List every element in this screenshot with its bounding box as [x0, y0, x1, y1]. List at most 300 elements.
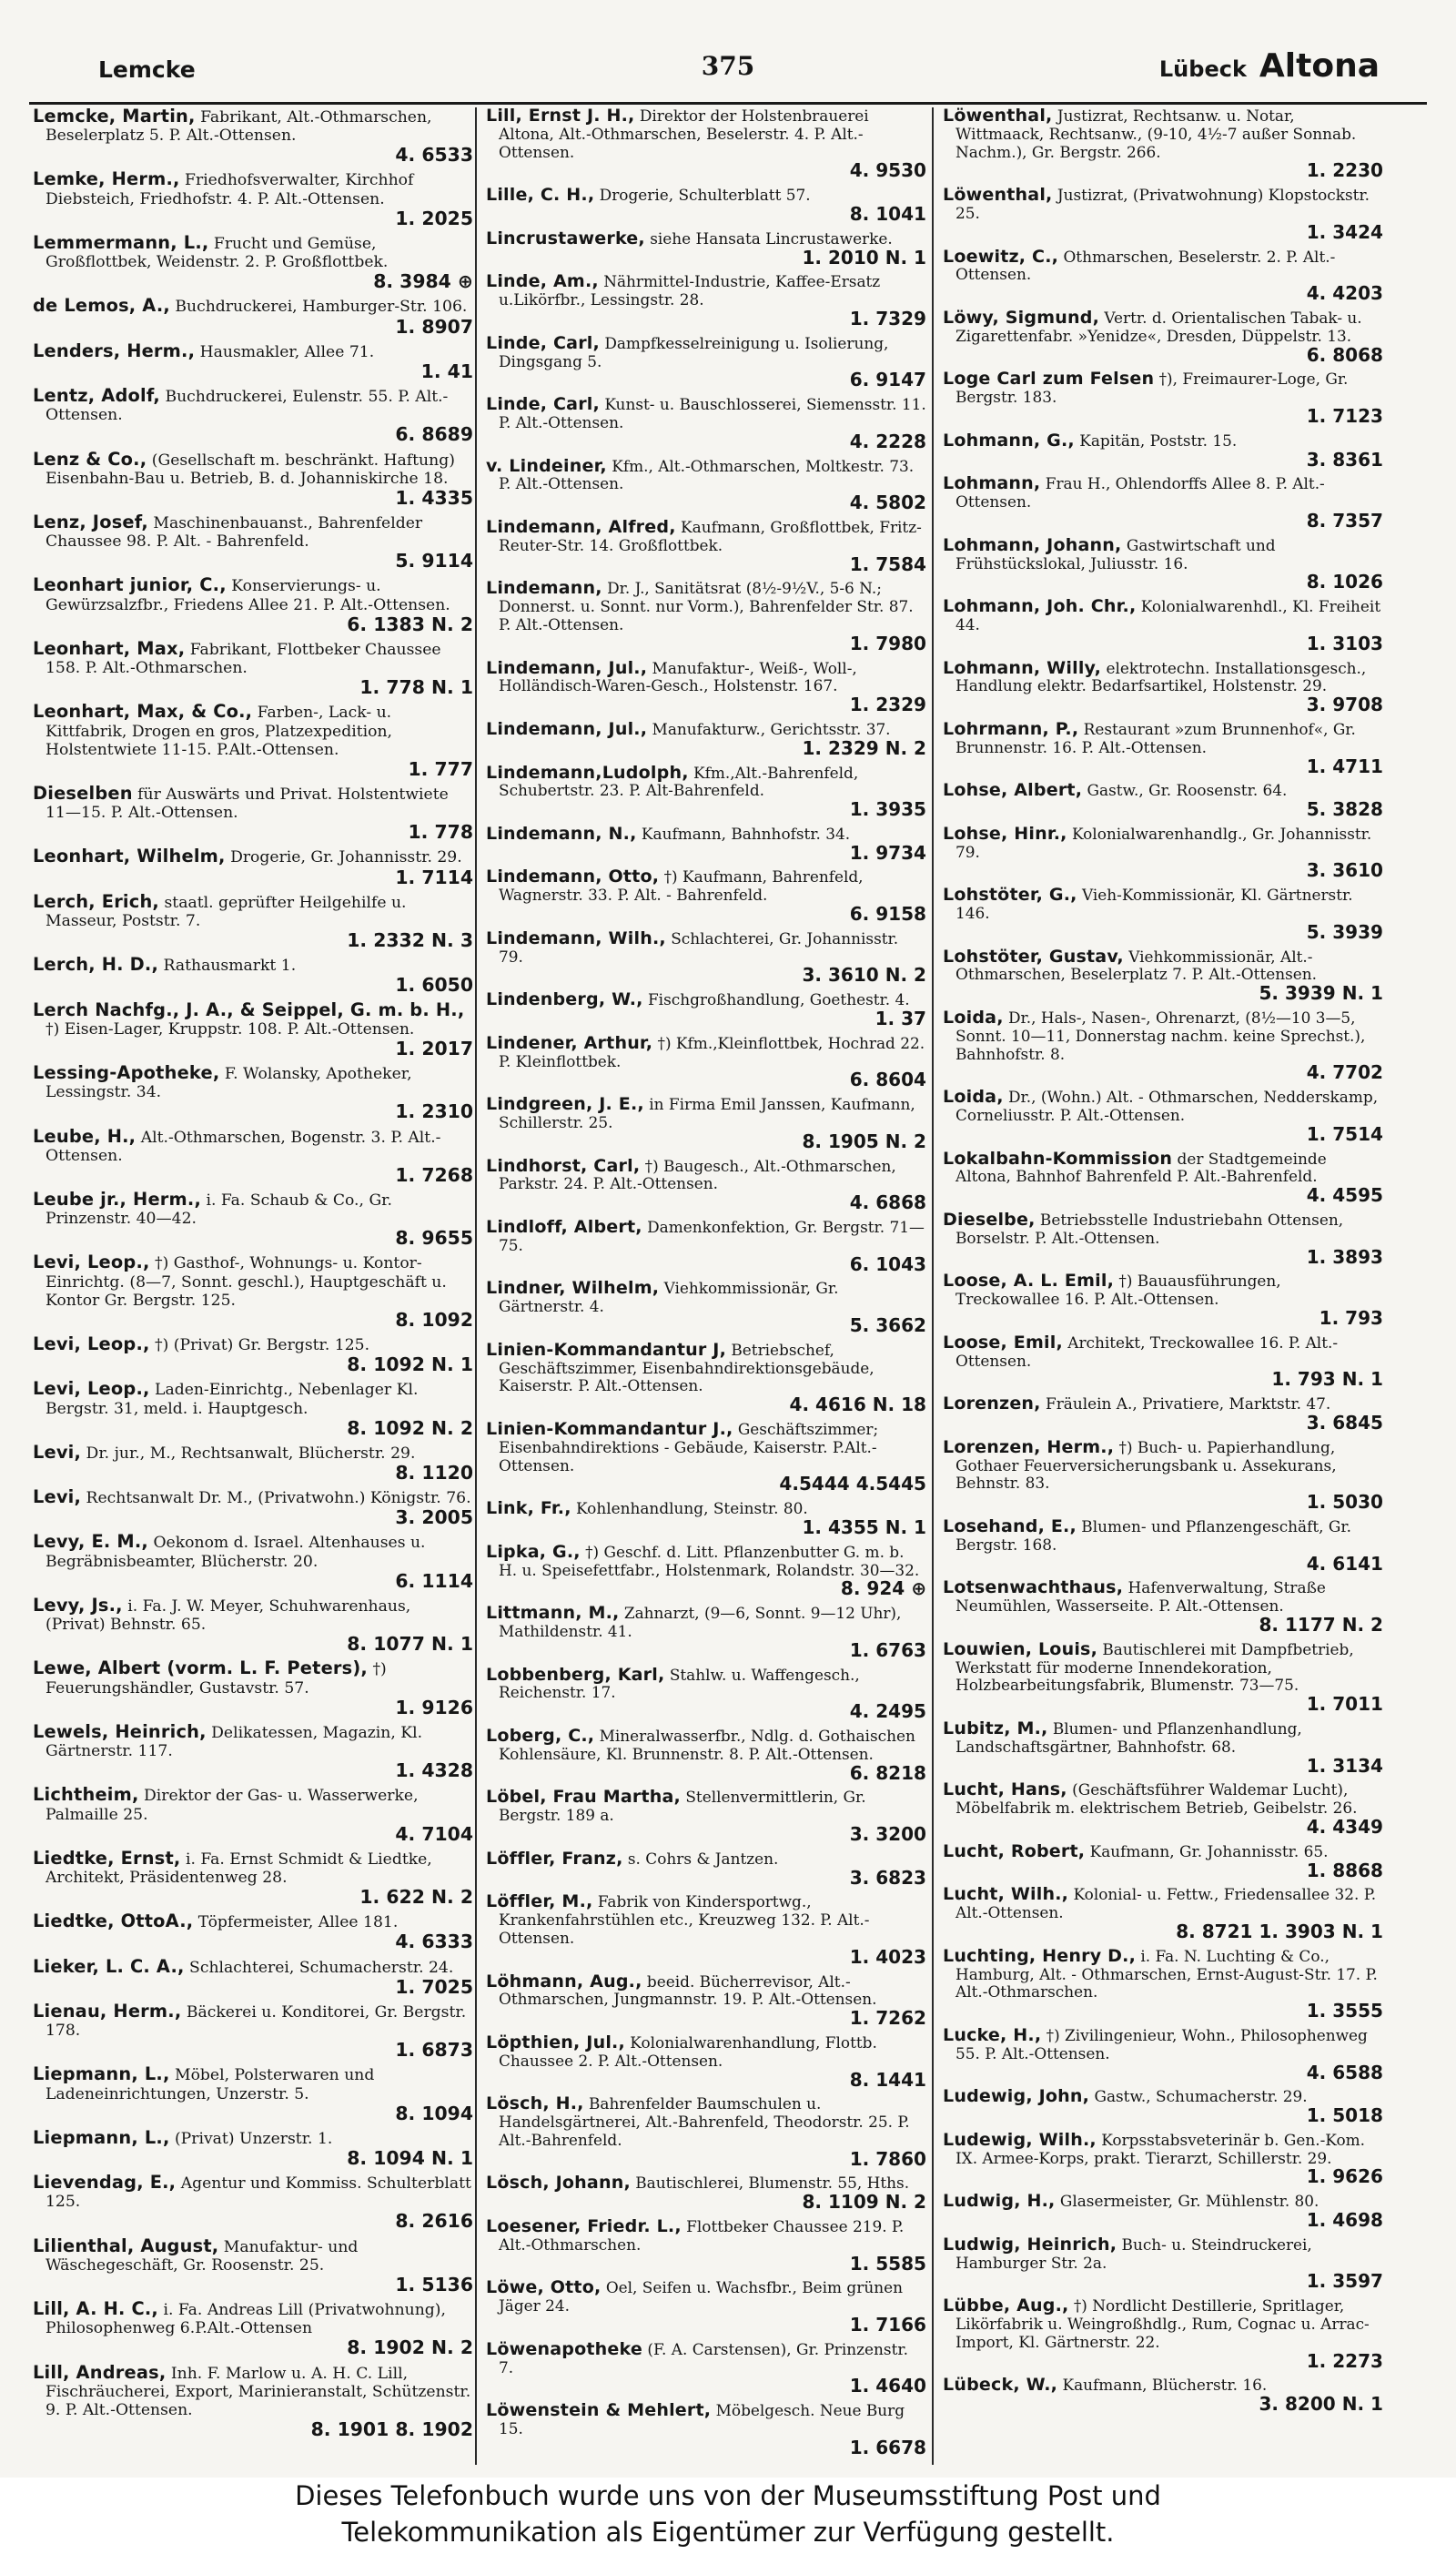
entry-phone-number: 8. 1094 — [395, 2102, 473, 2124]
entry-name: Loose, Emil, — [943, 1332, 1063, 1353]
entry-details: Stellenvermittlerin, Gr. Bergstr. 189 a. — [499, 1788, 866, 1825]
entry-details: Buch- u. Steindruckerei, Hamburger Str. 2a. — [956, 2235, 1312, 2272]
entry-name: Lohmann, Willy, — [943, 657, 1102, 678]
entry-name: Löwy, Sigmund, — [943, 307, 1099, 328]
entry-details: Konservierungs- u. Gewürzsalzfbr., Friedens Allee 21. P. Alt.-Ottensen. — [46, 577, 450, 614]
entry-details: Direktor der Gas- u. Wasserwerke, Palmaille 25. — [46, 1787, 419, 1824]
entry-details: Nährmittel-Industrie, Kaffee-Ersatz u.Likörfbr., Lessingstr. 28. — [499, 272, 881, 309]
entry-name: Lohse, Albert, — [943, 780, 1083, 801]
entry-phone-number: 3. 3200 — [849, 1822, 926, 1845]
entry-phone-number: 1. 6873 — [395, 2039, 473, 2062]
header-right — [1159, 47, 1380, 85]
directory-entry — [943, 2193, 1383, 2231]
directory-entry — [943, 1781, 1383, 1837]
entry-name: Levi, — [33, 1486, 82, 1508]
entry-phone-number: 8. 1041 — [849, 202, 926, 225]
entry-details: Blumen- und Pflanzenhandlung, Landschaftsgärtner, Bahnhofstr. 68. — [956, 1718, 1302, 1756]
page-number: 375 — [701, 51, 755, 81]
directory-entry — [486, 1421, 926, 1495]
entry-phone-number: 1. 7329 — [849, 307, 926, 329]
entry-details: Blumen- und Pflanzengeschäft, Gr. Bergstr. 168. — [956, 1516, 1351, 1554]
entry-phone-number: 1. 7166 — [849, 2314, 926, 2336]
entry-details: Damenkonfektion, Gr. Bergstr. 71—75. — [499, 1218, 925, 1254]
entry-name: Ludwig, H., — [943, 2191, 1056, 2212]
entry-phone-number: 5. 3939 N. 1 — [1259, 982, 1383, 1005]
entry-name: Lentz, Adolf, — [33, 385, 160, 407]
entry-name: Lohse, Hinr., — [943, 823, 1067, 844]
directory-entry — [33, 1847, 473, 1909]
entry-details: Möbelgesch. Neue Burg 15. — [499, 2401, 905, 2438]
entry-phone-number: 4. 6588 — [1306, 2061, 1383, 2083]
directory-entry — [486, 187, 926, 225]
directory-entry — [486, 1096, 926, 1151]
entry-name: Löffler, M., — [486, 1891, 593, 1912]
entry-details: Stahlw. u. Waffengesch., Reichenstr. 17. — [499, 1665, 860, 1702]
entry-phone-number: 5. 3662 — [849, 1314, 926, 1337]
entry-phone-number: 8. 3984 ⊕ — [373, 270, 473, 293]
entry-name: Lösch, H., — [486, 2093, 584, 2114]
entry-name: Lösch, Johann, — [486, 2173, 631, 2194]
header-left-name: Lemcke — [98, 56, 196, 83]
directory-entry — [943, 1579, 1383, 1635]
entry-name: Lieker, L. C. A., — [33, 1955, 185, 1977]
entry-phone-number: 4. 6141 — [1306, 1552, 1383, 1575]
entry-name: Dieselbe, — [943, 1210, 1036, 1231]
entry-name: Lucht, Robert, — [943, 1840, 1086, 1861]
entry-details: beeid. Bücherrevisor, Alt.-Othmarschen, Jungmannstr. 19. P. Alt.-Ottensen. — [499, 1971, 877, 2009]
directory-entry — [33, 1188, 473, 1250]
directory-entry — [486, 273, 926, 329]
entry-name: Loesener, Friedr. L., — [486, 2216, 682, 2237]
directory-entry — [33, 1488, 473, 1527]
entry-name: Lievendag, E., — [33, 2172, 177, 2194]
entry-name: Linien-Kommandantur J., — [486, 1419, 733, 1439]
directory-entry — [486, 1280, 926, 1335]
entry-name: Löbel, Frau Martha, — [486, 1787, 681, 1808]
entry-phone-number: 1. 3935 — [849, 798, 926, 821]
entry-name: Louwien, Louis, — [943, 1638, 1097, 1659]
entry-details: Betriebschef, Geschäftszimmer, Eisenbahndirektionsgebäude, Kaiserstr. P. Alt.-Ottensen. — [499, 1340, 875, 1395]
entry-details: Inh. F. Marlow u. A. H. C. Lill, Fischräucherei, Export, Marinieranstalt, Schützenstr. 9. P. Alt.-Ottensen. — [46, 2364, 471, 2419]
entry-details: †) Gasthof-, Wohnungs- u. Kontor-Einrichtg. (8—7, Sonnt. geschl.), Hauptgeschäft u. Kontor Gr. Bergstr. 125. — [46, 1254, 447, 1310]
entry-name: Lindemann, Jul., — [486, 657, 648, 678]
directory-entry — [486, 580, 926, 654]
entry-phone-number: 3. 3610 N. 2 — [802, 964, 926, 987]
entry-details: Manufakturw., Gerichtsstr. 37. — [652, 719, 891, 738]
entry-phone-number: 8. 1901 8. 1902 — [310, 2418, 473, 2441]
entry-phone-number: 6. 8604 — [849, 1069, 926, 1091]
entry-details: Oel, Seifen u. Wachsfbr., Beim grünen Jäger 24. — [499, 2278, 903, 2316]
entry-name: Loberg, C., — [486, 1725, 595, 1746]
entry-phone-number: 8. 1109 N. 2 — [802, 2191, 926, 2214]
directory-entry — [486, 1893, 926, 1967]
entry-details: Fabrikant, Flottbeker Chaussee 158. P. Alt.-Othmarschen. — [46, 640, 441, 678]
entry-name: Lienau, Herm., — [33, 2000, 182, 2022]
directory-entry — [943, 432, 1383, 471]
entry-details: Laden-Einrichtg., Nebenlager Kl. Bergstr. 31, meld. i. Hauptgesch. — [46, 1381, 419, 1418]
entry-details: Farben-, Lack- u. Kittfabrik, Drogen en gros, Platzexpedition, Holstentwiete 11-15. P.Alt.-Ottensen. — [46, 704, 392, 759]
entry-phone-number: 5. 3828 — [1306, 798, 1383, 821]
entry-name: Loewitz, C., — [943, 246, 1059, 267]
entry-details: i. Fa. N. Luchting & Co., Hamburg, Alt. - Othmarschen, Ernst-August-Str. 17. P. Alt.-Othmarschen. — [956, 1946, 1378, 2002]
entry-name: Lohstöter, Gustav, — [943, 946, 1124, 967]
entry-details: †) Baugesch., Alt.-Othmarschen, Parkstr. 24. P. Alt.-Ottensen. — [499, 1156, 896, 1193]
entry-phone-number: 1. 3555 — [1306, 2000, 1383, 2022]
entry-phone-number: 1. 4355 N. 1 — [802, 1515, 926, 1538]
entry-phone-number: 8. 1120 — [395, 1462, 473, 1484]
directory-entry — [33, 847, 473, 887]
entry-phone-number: 5. 9114 — [395, 550, 473, 573]
entry-phone-number: 8. 1177 N. 2 — [1259, 1613, 1383, 1636]
entry-phone-number: 3. 6823 — [849, 1866, 926, 1889]
entry-phone-number: 1. 7262 — [849, 2007, 926, 2030]
entry-name: Leube jr., Herm., — [33, 1188, 202, 1210]
directory-entry — [943, 309, 1383, 365]
entry-details: Schlachterei, Gr. Johannisstr. 79. — [499, 928, 899, 966]
directory-entry — [486, 1155, 926, 1214]
directory-entry — [943, 1515, 1383, 1575]
entry-phone-number: 5. 3939 — [1306, 920, 1383, 943]
directory-entry — [486, 1219, 926, 1274]
entry-phone-number: 1. 5030 — [1306, 1491, 1383, 1514]
entry-details: i. Fa. Andreas Lill (Privatwohnung), Philosophenweg 6.P.Alt.-Ottensen — [46, 2301, 446, 2338]
column-divider — [475, 107, 477, 2465]
directory-entry — [33, 576, 473, 633]
directory-entry — [33, 1533, 473, 1590]
entry-details: Dr. jur., M., Rechtsanwalt, Blücherstr. 29. — [86, 1444, 416, 1463]
entry-phone-number: 1. 3424 — [1306, 220, 1383, 243]
entry-phone-number: 6. 1043 — [849, 1252, 926, 1275]
entry-phone-number: 3. 8361 — [1306, 448, 1383, 471]
entry-phone-number: 8. 1902 N. 2 — [347, 2336, 473, 2359]
entry-name: Lindemann,Ludolph, — [486, 762, 689, 783]
entry-details: Bahrenfelder Baumschulen u. Handelsgärtnerei, Alt.-Bahrenfeld, Theodorstr. 25. P. Alt.-Bahrenfeld. — [499, 2094, 910, 2149]
directory-entry — [33, 956, 473, 995]
entry-details: (Geschäftsführer Waldemar Lucht), Möbelfabrik m. elektrischem Betrieb, Geibelstr. 26. — [956, 1780, 1358, 1818]
entry-details: Maschinenbauanst., Bahrenfelder Chaussee 98. P. Alt. - Bahrenfeld. — [46, 513, 423, 552]
entry-details: i. Fa. Schaub & Co., Gr. Prinzenstr. 40—42. — [46, 1191, 392, 1229]
entry-phone-number: 8. 1905 N. 2 — [802, 1130, 926, 1152]
entry-details: für Auswärts und Privat. Holstentwiete 11—15. P. Alt.-Ottensen. — [46, 785, 449, 823]
directory-entry — [33, 342, 473, 381]
entry-name: Liedtke, OttoA., — [33, 1910, 194, 1932]
entry-details: Kolonialwarenhandlg., Gr. Johannisstr. 79. — [956, 824, 1372, 861]
entry-name: Lill, Ernst J. H., — [486, 107, 635, 126]
entry-details: †) (Privat) Gr. Bergstr. 125. — [155, 1336, 370, 1355]
directory-entry — [486, 2279, 926, 2335]
directory-entry — [486, 1500, 926, 1538]
entry-details: (F. A. Carstensen), Gr. Prinzenstr. 7. — [499, 2339, 908, 2377]
directory-entry — [33, 1955, 473, 1998]
entry-phone-number: 1. 9126 — [395, 1696, 473, 1718]
entry-details: Buchdruckerei, Eulenstr. 55. P. Alt.-Ottensen. — [46, 388, 449, 425]
entry-phone-number: 1. 3103 — [1306, 632, 1383, 654]
entry-name: Lilienthal, August, — [33, 2235, 219, 2256]
directory-entry — [33, 231, 473, 293]
entry-name: Lichtheim, — [33, 1784, 139, 1806]
entry-phone-number: 1. 7025 — [395, 1975, 473, 1998]
entry-name: Lincrustawerke, — [486, 228, 645, 248]
entry-name: Lille, C. H., — [486, 185, 595, 206]
entry-details: †) Eisen-Lager, Kruppstr. 108. P. Alt.-Ottensen. — [46, 1019, 415, 1039]
directory-entry — [486, 1605, 926, 1660]
entry-details: Vieh-Kommissionär, Kl. Gärtnerstr. 146. — [956, 886, 1353, 923]
entry-name: Lohmann, Joh. Chr., — [943, 596, 1137, 617]
entry-phone-number: 3. 2005 — [395, 1506, 473, 1529]
entry-details: Dr., (Wohn.) Alt. - Othmarschen, Nedderskamp, Corneliusstr. P. Alt.-Ottensen. — [956, 1088, 1379, 1125]
entry-name: Lindemann, Alfred, — [486, 516, 676, 537]
entry-phone-number: 1. 8868 — [1306, 1859, 1383, 1881]
entry-details: Zahnarzt, (9—6, Sonnt. 9—12 Uhr), Mathildenstr. 41. — [499, 1604, 902, 1640]
directory-entry — [33, 2237, 473, 2295]
entry-details: †) Bauausführungen, Treckowallee 16. P. Alt.-Ottensen. — [956, 1272, 1281, 1309]
entry-name: Levi, — [33, 1441, 82, 1463]
directory-entry — [33, 1253, 473, 1330]
entry-name: Liepmann, L., — [33, 2063, 170, 2085]
directory-entry — [943, 1395, 1383, 1434]
directory-entry — [943, 1638, 1383, 1716]
entry-phone-number: 1. 793 N. 1 — [1271, 1368, 1383, 1391]
entry-phone-number: 8. 1026 — [1306, 571, 1383, 593]
running-head — [0, 44, 1456, 89]
entry-details: Architekt, Treckowallee 16. P. Alt.-Ottensen. — [956, 1333, 1339, 1370]
entry-name: Lohmann, G., — [943, 430, 1075, 451]
entry-phone-number: 4. 2228 — [849, 430, 926, 452]
entry-name: Lorenzen, — [943, 1394, 1041, 1414]
entry-details: †) Kfm.,Kleinflottbek, Hochrad 22. P. Kleinflottbek. — [499, 1033, 925, 1070]
entry-phone-number: 8. 7357 — [1306, 509, 1383, 532]
entry-phone-number: 1. 4711 — [1306, 755, 1383, 777]
entry-details: Hafenverwaltung, Straße Neumühlen, Wasserseite. P. Alt.-Ottensen. — [956, 1578, 1326, 1616]
directory-entry — [943, 657, 1383, 716]
entry-phone-number: 8. 1092 N. 2 — [347, 1416, 473, 1439]
entry-details: Manufaktur- und Wäschegeschäft, Gr. Roosenstr. 25. — [46, 2237, 359, 2275]
entry-phone-number: 8. 1094 N. 1 — [347, 2147, 473, 2169]
entry-phone-number: 1. 6763 — [849, 1638, 926, 1661]
entry-phone-number: 1. 41 — [420, 360, 473, 382]
entry-details: Schlachterei, Schumacherstr. 24. — [189, 1958, 454, 1977]
entry-name: Loida, — [943, 1008, 1004, 1029]
directory-entry — [943, 1436, 1383, 1514]
entry-name: Losehand, E., — [943, 1515, 1077, 1536]
entry-name: Lill, A. H. C., — [33, 2298, 158, 2320]
entry-name: Levi, Leop., — [33, 1378, 150, 1400]
entry-phone-number: 1. 4335 — [395, 486, 473, 509]
entry-name: Löffler, Franz, — [486, 1848, 623, 1869]
entry-details: Glasermeister, Gr. Mühlenstr. 80. — [1059, 2192, 1320, 2211]
entry-details: Kolonialwarenhandlung, Flottb. Chaussee 2. P. Alt.-Ottensen. — [499, 2032, 877, 2070]
entry-phone-number: 8. 1092 — [395, 1308, 473, 1331]
directory-entry — [486, 332, 926, 391]
entry-phone-number: 1. 5018 — [1306, 2104, 1383, 2127]
entry-phone-number: 4. 2495 — [849, 1700, 926, 1723]
entry-phone-number: 1. 2017 — [395, 1037, 473, 1059]
entry-details: Kolonialwarenhdl., Kl. Freiheit 44. — [956, 597, 1381, 633]
directory-entry — [943, 187, 1383, 242]
directory-entry — [33, 2126, 473, 2169]
entry-name: Leonhart, Max, & Co., — [33, 701, 253, 723]
directory-entry — [33, 2361, 473, 2441]
directory-entry — [33, 2002, 473, 2060]
directory-entry — [33, 1441, 473, 1484]
directory-entry — [33, 1125, 473, 1186]
entry-phone-number: 1. 793 — [1319, 1307, 1383, 1330]
directory-entry — [943, 248, 1383, 304]
directory-entry — [943, 2236, 1383, 2292]
directory-entry — [33, 890, 473, 952]
entry-name: Lohstöter, G., — [943, 885, 1077, 906]
entry-name: Loose, A. L. Emil, — [943, 1271, 1114, 1292]
directory-entry — [486, 2034, 926, 2090]
entry-phone-number: 6. 9158 — [849, 903, 926, 926]
entry-phone-number: 1. 3134 — [1306, 1754, 1383, 1777]
entry-details: Kaufmann, Bahnhofstr. 34. — [641, 824, 851, 843]
footer-line-1: Dieses Telefonbuch wurde uns von der Museumsstiftung Post und — [295, 2480, 1161, 2511]
entry-name: Löwenthal, — [943, 185, 1053, 206]
entry-details: Oekonom d. Israel. Altenhauses u. Begräbnisbeamter, Blücherstr. 20. — [46, 1534, 426, 1571]
entry-name: Lindener, Arthur, — [486, 1032, 653, 1053]
entry-phone-number: 4. 7104 — [395, 1822, 473, 1845]
entry-name: Lewels, Heinrich, — [33, 1720, 207, 1742]
entry-name: Lindemann, — [486, 578, 602, 599]
entry-phone-number: 4. 6868 — [849, 1191, 926, 1214]
entry-phone-number: 4. 4595 — [1306, 1184, 1383, 1207]
directory-entry — [33, 1786, 473, 1843]
entry-name: Linde, Am., — [486, 271, 599, 292]
directory-entry — [486, 2402, 926, 2458]
entry-phone-number: 1. 2010 N. 1 — [802, 246, 926, 269]
entry-phone-number: 4. 7702 — [1306, 1061, 1383, 1084]
header-right-bold: Altona — [1259, 47, 1380, 85]
entry-phone-number: 1. 7011 — [1306, 1693, 1383, 1716]
directory-entry — [33, 513, 473, 571]
entry-name: Lindgreen, J. E., — [486, 1094, 644, 1115]
entry-details: Viehkommissionär, Gr. Gärtnerstr. 4. — [499, 1279, 839, 1316]
entry-phone-number: 1. 7114 — [395, 866, 473, 888]
entry-phone-number: 8. 8721 1. 3903 N. 1 — [1176, 1920, 1383, 1942]
entry-name: de Lemos, A., — [33, 295, 170, 317]
entry-details: Alt.-Othmarschen, Bogenstr. 3. P. Alt.-Ottensen. — [46, 1128, 441, 1165]
entry-details: Gastwirtschaft und Frühstückslokal, Juliusstr. 16. — [956, 535, 1276, 573]
directory-entry — [33, 107, 473, 165]
entry-phone-number: 1. 7980 — [849, 632, 926, 654]
entry-name: Ludewig, John, — [943, 2086, 1090, 2107]
entry-phone-number: 1. 2025 — [395, 207, 473, 229]
entry-details: †) Kaufmann, Bahrenfeld, Wagnerstr. 33. P. Alt. - Bahrenfeld. — [499, 867, 864, 905]
entry-details: Rechtsanwalt Dr. M., (Privatwohn.) Königstr. 76. — [86, 1489, 471, 1508]
directory-entry — [33, 297, 473, 336]
entry-phone-number: 4. 4349 — [1306, 1815, 1383, 1838]
directory-entry — [486, 1541, 926, 1600]
entry-phone-number: 1. 6678 — [849, 2436, 926, 2458]
entry-phone-number: 1. 4698 — [1306, 2209, 1383, 2232]
directory-entry — [943, 1840, 1383, 1881]
entry-phone-number: 1. 6050 — [395, 974, 473, 997]
directory-entry — [486, 1973, 926, 2029]
entry-details: Fischgroßhandlung, Goethestr. 4. — [647, 990, 910, 1009]
entry-details: Kunst- u. Bauschlosserei, Siemensstr. 11. P. Alt.-Ottensen. — [499, 395, 926, 431]
directory-entry — [943, 1009, 1383, 1083]
directory-entry — [33, 2065, 473, 2123]
directory-entry — [943, 1720, 1383, 1776]
entry-phone-number: 4.5444 4.5445 — [779, 1473, 926, 1495]
entry-details: (Gesellschaft m. beschränkt. Haftung) Eisenbahn-Bau u. Betrieb, B. d. Johanniskirche 18. — [46, 451, 455, 488]
directory-entry — [943, 887, 1383, 942]
entry-name: Lindemann, Jul., — [486, 718, 648, 739]
directory-entry — [943, 598, 1383, 654]
entry-details: i. Fa. Ernst Schmidt & Liedtke, Architekt, Präsidentenweg 28. — [46, 1850, 432, 1887]
entry-name: Lindemann, N., — [486, 823, 637, 844]
entry-name: Lucht, Hans, — [943, 1779, 1067, 1800]
column-2 — [482, 107, 930, 2465]
directory-entry — [486, 455, 926, 514]
directory-entry — [486, 516, 926, 575]
entry-phone-number: 6. 1114 — [395, 1569, 473, 1592]
directory-entry — [486, 396, 926, 451]
entry-phone-number: 4. 6533 — [395, 144, 473, 167]
directory-entry — [33, 1720, 473, 1782]
entry-name: Lindemann, Otto, — [486, 867, 660, 887]
entry-phone-number: 3. 3610 — [1306, 859, 1383, 882]
directory-entry — [943, 718, 1383, 777]
entry-phone-number: 1. 3893 — [1306, 1245, 1383, 1268]
entry-phone-number: 1. 2329 — [849, 694, 926, 716]
directory-entry — [33, 785, 473, 842]
entry-details: Dr., Hals-, Nasen-, Ohrenarzt, (8½—10 3—5, Sonnt. 10—11, Donnerstag nachm. keine Sprechst.), Bahnhofstr. 8. — [956, 1008, 1366, 1063]
entry-details: Korpsstabsveterinär b. Gen.-Kom. IX. Armee-Korps, prakt. Tierarzt, Schillerstr. 29. — [956, 2130, 1366, 2167]
entry-name: Lindhorst, Carl, — [486, 1155, 641, 1176]
entry-details: Flottbeker Chaussee 219. P. Alt.-Othmarschen. — [499, 2217, 905, 2254]
entry-phone-number: 1. 7860 — [849, 2147, 926, 2170]
directory-entry — [33, 170, 473, 228]
entry-phone-number: 8. 9655 — [395, 1227, 473, 1250]
entry-details: †) Zivilingenieur, Wohn., Philosophenweg 55. P. Alt.-Ottensen. — [956, 2025, 1368, 2062]
entry-phone-number: 1. 4328 — [395, 1759, 473, 1782]
directory-entry — [943, 948, 1383, 1004]
directory-entry — [943, 1150, 1383, 1206]
entry-name: Leonhart junior, C., — [33, 574, 227, 596]
entry-name: Levy, E. M., — [33, 1531, 148, 1553]
entry-name: Löwenapotheke — [486, 2338, 642, 2359]
directory-entry — [943, 1945, 1383, 2022]
entry-name: Lewe, Albert (vorm. L. F. Peters), — [33, 1657, 368, 1679]
entry-name: Lohmann, Johann, — [943, 534, 1122, 555]
directory-entry — [33, 1596, 473, 1654]
directory-entry — [486, 2095, 926, 2169]
entry-name: Lobbenberg, Karl, — [486, 1664, 665, 1685]
entry-details: Fräulein A., Privatiere, Marktstr. 47. — [1045, 1394, 1331, 1414]
entry-details: Drogerie, Schulterblatt 57. — [599, 186, 811, 205]
directory-entry — [33, 1912, 473, 1951]
entry-details: Bäckerei u. Konditorei, Gr. Bergstr. 178. — [46, 2002, 467, 2041]
entry-name: Lerch, Erich, — [33, 890, 159, 912]
directory-entry — [486, 762, 926, 821]
entry-details: †), Freimaurer-Loge, Gr. Bergstr. 183. — [956, 370, 1349, 407]
entry-details: elektrotechn. Installationsgesch., Handlung elektr. Bedarfsartikel, Holstenstr. 29. — [956, 658, 1367, 695]
entry-details: Kohlenhandlung, Steinstr. 80. — [576, 1499, 808, 1518]
entry-details: Möbel, Polsterwaren und Ladeneinrichtungen, Unzerstr. 5. — [46, 2066, 375, 2103]
entry-name: Leube, H., — [33, 1125, 136, 1147]
entry-phone-number: 6. 1383 N. 2 — [347, 613, 473, 635]
entry-details: staatl. geprüfter Heilgehilfe u. Masseur, Poststr. 7. — [46, 893, 407, 930]
entry-phone-number: 1. 2329 N. 2 — [802, 736, 926, 759]
entry-details: Kaufmann, Blücherstr. 16. — [1062, 2376, 1268, 2395]
entry-name: Lenz & Co., — [33, 448, 147, 470]
entry-phone-number: 1. 7268 — [395, 1163, 473, 1186]
entry-details: i. Fa. J. W. Meyer, Schuhwarenhaus, (Privat) Behnstr. 65. — [46, 1596, 411, 1635]
entry-name: Lerch Nachfg., J. A., & Seippel, G. m. b. H., — [33, 998, 465, 1020]
entry-phone-number: 8. 1092 N. 1 — [347, 1353, 473, 1376]
